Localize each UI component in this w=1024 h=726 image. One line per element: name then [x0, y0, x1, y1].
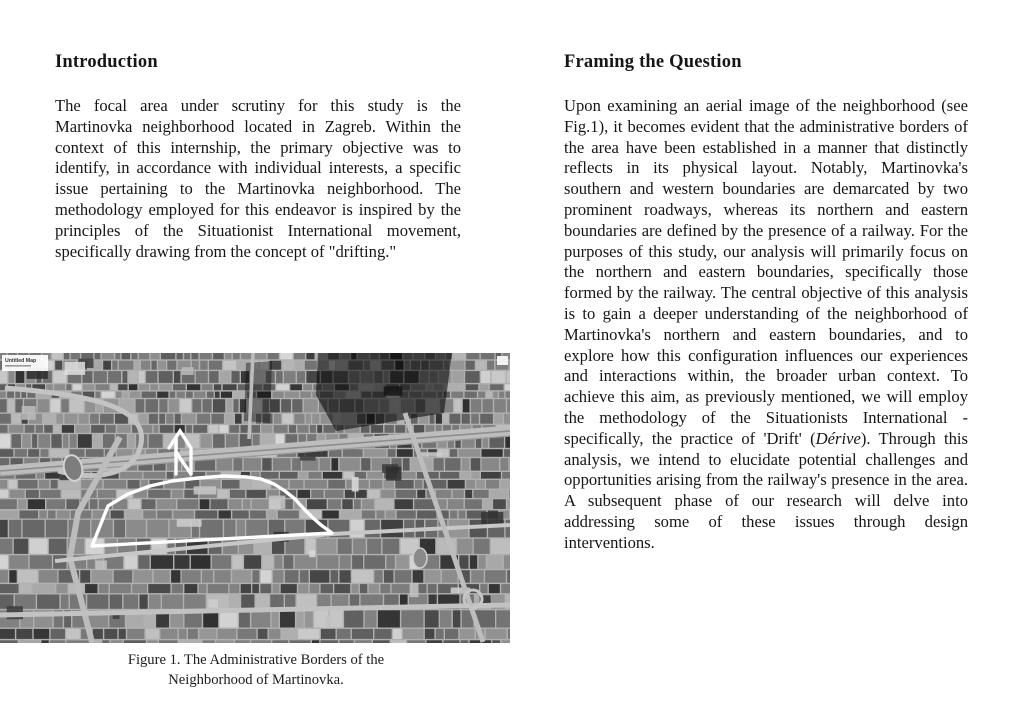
aerial-map	[0, 353, 510, 643]
map-corner-box	[497, 356, 508, 365]
map-watermark-title: Untitled Map	[5, 358, 37, 364]
figure-1-caption	[0, 650, 512, 690]
park-strip	[244, 361, 272, 423]
map-watermark	[2, 355, 48, 371]
figure-1-aerial-map	[0, 353, 510, 643]
sports-field-oval	[413, 548, 427, 568]
section-heading-framing: Framing the Question	[564, 52, 742, 72]
caption-line-2: Neighborhood of Martinovka.	[168, 672, 344, 688]
framing-paragraph-text: Upon examining an aerial image of the neighborhood (see Fig.1), it becomes evident that the administrative borders of the area have been established in a manner that distinctly reflects in its physical layout. Notably, Martinovka's southern and western boundaries are demarcated by two prominent roadways, whereas its northern and eastern boundaries are defined by the presence of a railway. For the purposes of this study, our analysis will primarily focus on the northern and eastern boundaries, specifically those formed by the railway. The central objective of this analysis is to gain a deeper understanding of the neighborhood of Martinovka's northern and eastern boundaries, and to explore how this configuration influences our experiences and interactions within, the broader urban context. To achieve this aim, as previously mentioned, we will employ the methodology of the Situationists International - specifically, the practice of 'Drift' (	[564, 96, 968, 448]
caption-line-1: Figure 1. The Administrative Borders of the	[127, 652, 385, 668]
framing-paragraph	[564, 96, 968, 554]
section-heading-introduction: Introduction	[55, 52, 158, 72]
right-column	[564, 50, 968, 554]
left-column	[55, 50, 461, 262]
framing-paragraph-text-end: ). Through this analysis, we intend to elucidate potential challenges and opportunities arising from the railway's presence in the area. A subsequent phase of our research will delve into addressing some of these issues through design interventions.	[564, 428, 969, 552]
derive-italic-term: Dérive	[815, 428, 861, 448]
introduction-paragraph: The focal area under scrutiny for this study is the Martinovka neighborhood located in Zagreb. Within the context of this internship, the primary objective was to identify, in accordance with individual interests, a specific issue pertaining to the Martinovka neighborhood. The methodology employed for this endeavor is inspired by the principles of the Situationist International movement, specifically drawing from the concept of "drifting."	[55, 96, 461, 261]
